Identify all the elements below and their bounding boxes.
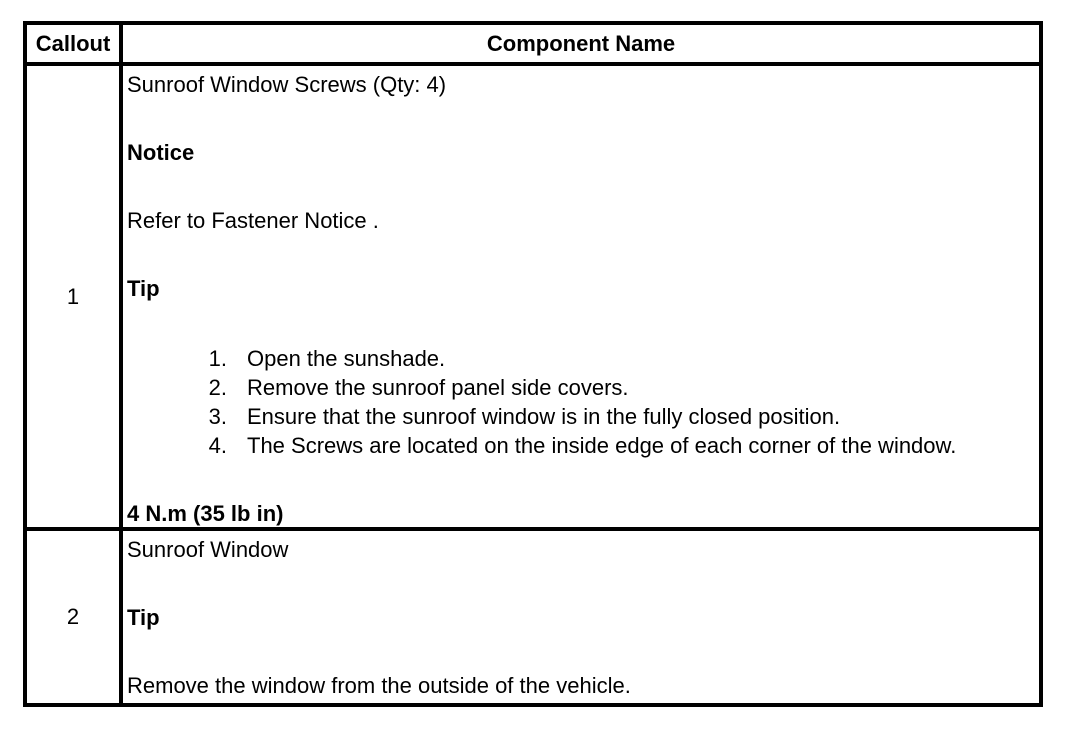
step-number: 1. [208, 346, 227, 371]
notice-heading: Notice [127, 140, 195, 165]
callout-number: 1 [25, 64, 121, 529]
list-item [127, 431, 1039, 460]
list-item [127, 402, 1039, 431]
tip-heading: Tip [127, 605, 160, 630]
step-text: Remove the sunroof panel side covers. [247, 375, 629, 400]
list-item [127, 373, 1039, 402]
table-row [25, 529, 1041, 705]
table-header-row [25, 23, 1041, 64]
component-name: Sunroof Window [127, 537, 289, 562]
callout-column-header: Callout [25, 23, 121, 64]
tip-text: Remove the window from the outside of the vehicle. [127, 673, 631, 698]
tip-heading: Tip [127, 276, 160, 301]
list-item [127, 344, 1039, 373]
component-name: Sunroof Window Screws (Qty: 4) [127, 72, 447, 97]
component-table [23, 21, 1043, 707]
step-text: Open the sunshade. [247, 346, 446, 371]
step-number: 2. [208, 375, 227, 400]
step-number: 4. [208, 433, 227, 458]
component-cell [121, 529, 1041, 705]
callout-number: 2 [25, 529, 121, 705]
torque-spec: 4 N.m (35 lb in) [127, 501, 284, 526]
component-cell [121, 64, 1041, 529]
table-row [25, 64, 1041, 529]
step-text: Ensure that the sunroof window is in the fully closed position. [247, 404, 841, 429]
tip-steps-list [127, 344, 1039, 460]
component-name-column-header: Component Name [121, 23, 1041, 64]
step-number: 3. [208, 404, 227, 429]
step-text: The Screws are located on the inside edge of each corner of the window. [247, 433, 957, 458]
notice-text: Refer to Fastener Notice . [127, 208, 379, 233]
